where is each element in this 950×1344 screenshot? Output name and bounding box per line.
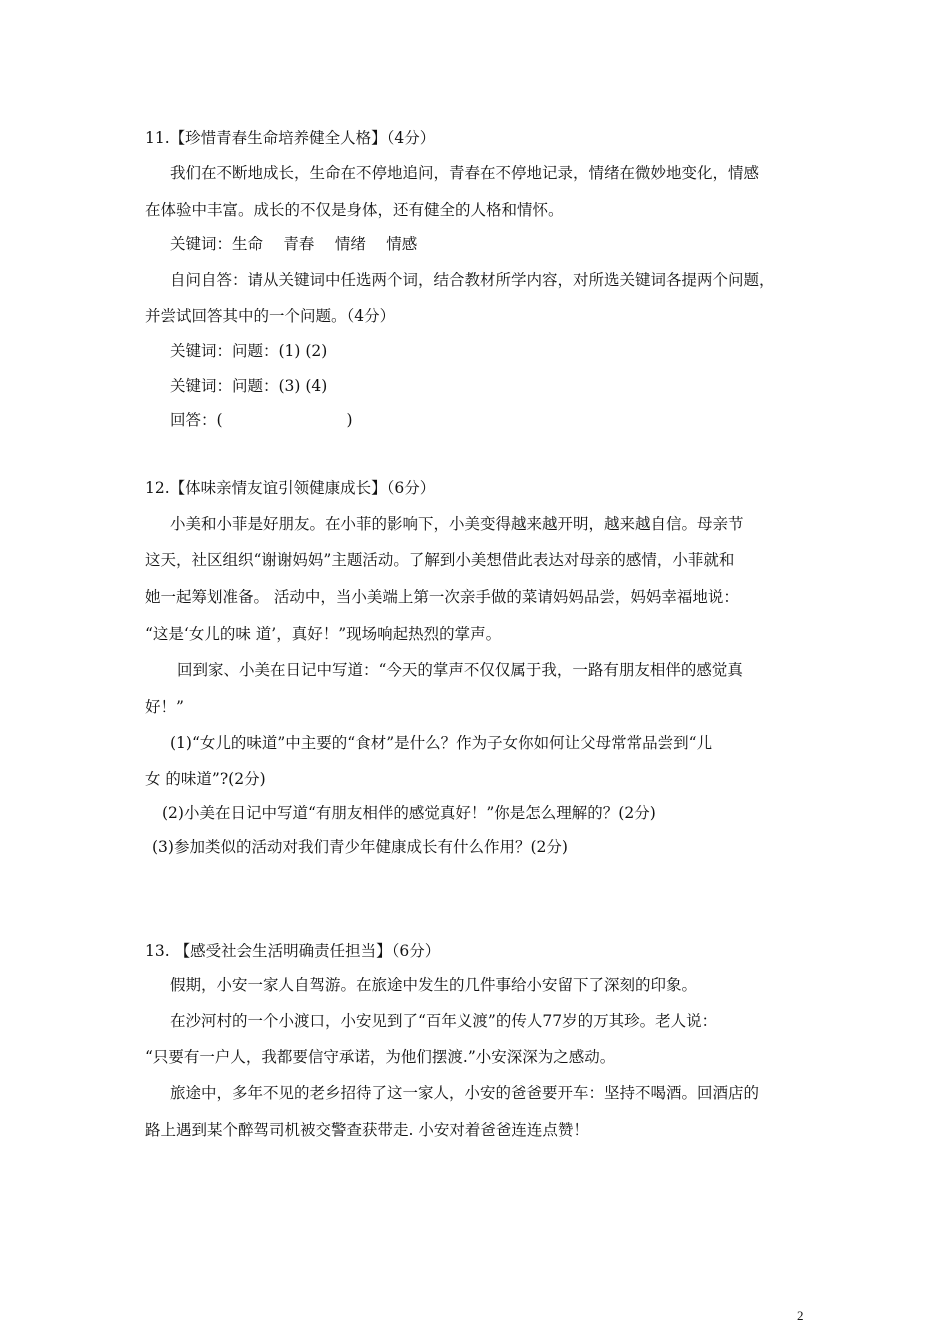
- q12-paragraph-line: 这天，社区组织“谢谢妈妈”主题活动。了解到小美想借此表达对母亲的感情，小菲就和: [145, 551, 735, 569]
- q12-paragraph-line: 回到家、小美在日记中写道：“今天的掌声不仅仅属于我，一路有朋友相伴的感觉真: [177, 661, 743, 679]
- q12-title: 12.【体味亲情友谊引领健康成长】（6分）: [145, 479, 436, 497]
- q12-paragraph-line: 好！”: [145, 698, 184, 716]
- q13-paragraph-line: “只要有一户人，我都要信守承诺，为他们摆渡.”小安深深为之感动。: [145, 1048, 616, 1066]
- q12-subquestion-3: (3)参加类似的活动对我们青少年健康成长有什么作用？(2分): [152, 838, 568, 856]
- q11-answer: 回答：( ): [170, 411, 353, 429]
- q11-task: 自问自答：请从关键词中任选两个词，结合教材所学内容，对所选关键词各提两个问题，: [170, 271, 775, 289]
- q11-paragraph-line: 我们在不断地成长，生命在不停地追问，青春在不停地记录，情绪在微妙地变化，情感: [170, 164, 760, 182]
- q12-paragraph-line: 她一起筹划准备。 活动中，当小美端上第一次亲手做的菜请妈妈品尝，妈妈幸福地说：: [145, 588, 739, 606]
- q11-keyword-question-2: 关键词：问题：(3) (4): [170, 377, 328, 395]
- q12-subquestion-2: (2)小美在日记中写道“有朋友相伴的感觉真好！”你是怎么理解的？(2分): [162, 804, 656, 822]
- q13-paragraph-line: 旅途中，多年不见的老乡招待了这一家人，小安的爸爸要开车：坚持不喝酒。回酒店的: [170, 1084, 760, 1102]
- q11-task-line: 并尝试回答其中的一个问题。（4分）: [145, 307, 396, 325]
- q11-title: 11.【珍惜青春生命培养健全人格】（4分）: [145, 129, 436, 147]
- q12-paragraph-line: “这是‘女儿的味 道’，真好！”现场响起热烈的掌声。: [145, 625, 502, 643]
- q11-paragraph-line: 在体验中丰富。成长的不仅是身体，还有健全的人格和情怀。: [145, 201, 564, 219]
- page-number: 2: [797, 1308, 804, 1323]
- q13-paragraph-line: 在沙河村的一个小渡口，小安见到了“百年义渡”的传人77岁的万其珍。老人说：: [170, 1012, 718, 1030]
- q13-paragraph-line: 假期，小安一家人自驾游。在旅途中发生的几件事给小安留下了深刻的印象。: [170, 976, 698, 994]
- q11-keywords: 关键词：生命 青春 情绪 情感: [170, 235, 418, 253]
- q12-subquestion-1-cont: 女 的味道”?(2分): [145, 770, 266, 788]
- q13-paragraph-line: 路上遇到某个醉驾司机被交警查获带走. 小安对着爸爸连连点赞！: [145, 1121, 589, 1139]
- q13-title: 13. 【感受社会生活明确责任担当】（6分）: [145, 942, 441, 960]
- q12-paragraph-line: 小美和小菲是好朋友。在小菲的影响下，小美变得越来越开明，越来越自信。母亲节: [170, 515, 744, 533]
- q12-subquestion-1: (1)“女儿的味道”中主要的“食材”是什么？作为子女你如何让父母常常品尝到“儿: [170, 734, 713, 752]
- q11-keyword-question-1: 关键词：问题：(1) (2): [170, 342, 328, 360]
